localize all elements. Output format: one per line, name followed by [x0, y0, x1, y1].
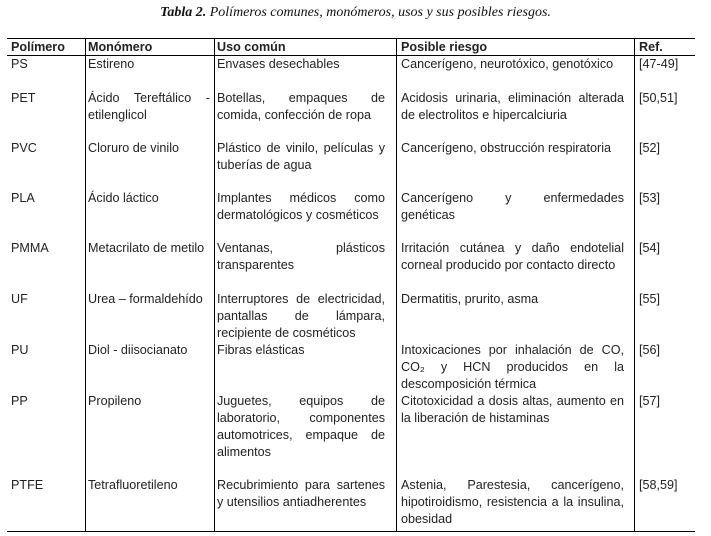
cell-riesgo: Cancerígeno, neurotóxico, genotóxico: [401, 57, 614, 71]
cell-ref: [54]: [639, 241, 661, 255]
cell-monomero: Tetrafluoretileno: [88, 478, 178, 492]
cell-riesgo: Intoxicaciones por inhalación de CO, CO₂ y HCN producidos en la descomposición térmica: [401, 343, 624, 391]
cell-ref: [56]: [639, 343, 661, 357]
cell-polimero: PP: [11, 394, 28, 408]
cell-riesgo: Irritación cutánea y daño endotelial corneal producido por contacto directo: [401, 241, 624, 272]
cell-uso: Implantes médicos como dermatológicos y cosméticos: [217, 191, 385, 222]
cell-riesgo: Acidosis urinaria, eliminación alterada de electrolitos e hipercalciuria: [401, 91, 624, 122]
column-divider: [85, 38, 86, 532]
cell-monomero: Ácido Tereftálico - etilenglicol: [88, 91, 210, 122]
cell-polimero: PS: [11, 57, 28, 71]
cell-riesgo: Cancerígeno, obstrucción respiratoria: [401, 141, 612, 155]
cell-uso: Juguetes, equipos de laboratorio, componentes automotrices, empaque de alimentos: [217, 394, 385, 459]
cell-ref: [53]: [639, 191, 661, 205]
cell-uso: Botellas, empaques de comida, confección de ropa: [217, 91, 385, 122]
cell-ref: [57]: [639, 394, 661, 408]
cell-monomero: Urea – formaldehído: [88, 292, 203, 306]
cell-polimero: PET: [11, 91, 36, 105]
header-riesgo: Posible riesgo: [401, 40, 488, 54]
cell-ref: [55]: [639, 292, 661, 306]
caption-label: Tabla 2.: [160, 5, 207, 20]
cell-uso: Ventanas, plásticos transparentes: [217, 241, 385, 272]
cell-uso: Plástico de vinilo, películas y tuberías de agua: [217, 141, 385, 172]
cell-monomero: Ácido láctico: [88, 191, 159, 205]
cell-polimero: PTFE: [11, 478, 44, 492]
cell-polimero: PLA: [11, 191, 35, 205]
header-polimero: Polímero: [11, 40, 65, 54]
cell-riesgo: Citotoxicidad a dosis altas, aumento en la liberación de histaminas: [401, 394, 624, 425]
bottom-rule: [7, 531, 695, 532]
cell-monomero: Estireno: [88, 57, 135, 71]
table-caption: [0, 5, 711, 21]
column-divider: [634, 38, 635, 532]
cell-uso: Fibras elásticas: [217, 343, 305, 357]
header-uso: Uso común: [217, 40, 286, 54]
cell-polimero: PVC: [11, 141, 37, 155]
cell-ref: [50,51]: [639, 91, 678, 105]
header-ref: Ref.: [639, 40, 663, 54]
cell-uso: Recubrimiento para sartenes y utensilios antiadherentes: [217, 478, 385, 509]
cell-uso: Interruptores de electricidad, pantallas de lámpara, recipiente de cosméticos: [217, 292, 385, 340]
cell-monomero: Propileno: [88, 394, 142, 408]
cell-monomero: Cloruro de vinilo: [88, 141, 179, 155]
header-monomero: Monómero: [88, 40, 153, 54]
cell-riesgo: Astenia, Parestesia, cancerígeno, hipotiroidismo, resistencia a la insulina, obesidad: [401, 478, 624, 526]
cell-riesgo: Dermatitis, prurito, asma: [401, 292, 539, 306]
column-divider: [396, 38, 397, 532]
caption-text: Polímeros comunes, monómeros, usos y sus posibles riesgos.: [206, 5, 551, 20]
cell-polimero: PMMA: [11, 241, 49, 255]
cell-ref: [58,59]: [639, 478, 678, 492]
column-divider: [214, 38, 215, 532]
cell-monomero: Diol - diisocianato: [88, 343, 188, 357]
cell-uso: Envases desechables: [217, 57, 340, 71]
cell-riesgo: Cancerígeno y enfermedades genéticas: [401, 191, 624, 222]
cell-ref: [52]: [639, 141, 661, 155]
cell-monomero: Metacrilato de metilo: [88, 241, 205, 255]
cell-ref: [47-49]: [639, 57, 679, 71]
cell-polimero: UF: [11, 292, 28, 306]
cell-polimero: PU: [11, 343, 29, 357]
